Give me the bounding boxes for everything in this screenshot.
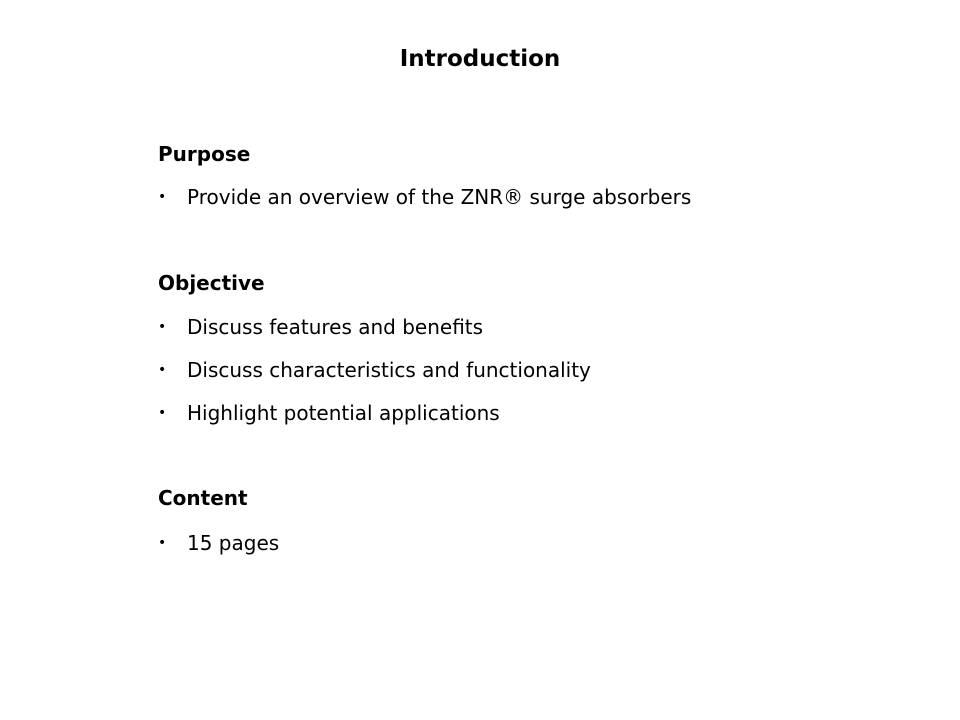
bullet-icon: • [158, 319, 167, 335]
section-heading-purpose: Purpose [158, 142, 251, 166]
bullet-icon: • [158, 362, 167, 378]
bullet-icon: • [158, 189, 167, 205]
bullet-text: 15 pages [187, 531, 280, 555]
bullet-text: Provide an overview of the ZNR® surge absorbers [187, 185, 692, 209]
section-heading-content: Content [158, 486, 248, 510]
bullet-text: Discuss characteristics and functionality [187, 358, 591, 382]
bullet-text: Discuss features and benefits [187, 315, 484, 339]
section-heading-objective: Objective [158, 271, 265, 295]
bullet-icon: • [158, 535, 167, 551]
bullet-text: Highlight potential applications [187, 401, 500, 425]
bullet-icon: • [158, 405, 167, 421]
slide-title: Introduction [399, 46, 561, 72]
